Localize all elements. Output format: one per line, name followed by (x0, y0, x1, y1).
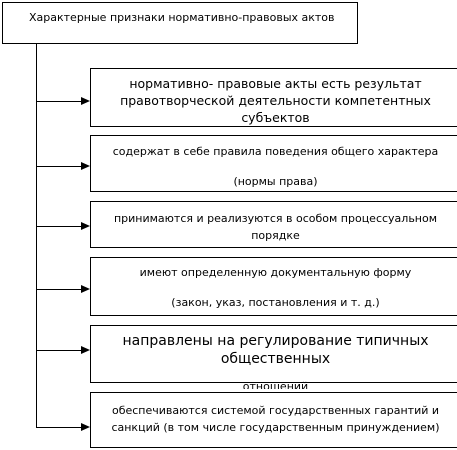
arrow-icon (81, 423, 90, 431)
feature-4-line-1: имеют определенную документальную форму (139, 266, 412, 279)
feature-6-line-2: санкций (в том числе государственным принуждением) (111, 421, 440, 434)
feature-2-line-1: содержат в себе правила поведения общего характера (112, 145, 439, 158)
feature-box-6 (90, 392, 457, 448)
diagram-title-box (2, 2, 358, 44)
feature-5-line-2: общественных (220, 351, 331, 367)
connector-4 (36, 289, 82, 290)
feature-box-1 (90, 68, 457, 127)
feature-3-line-1: принимаются и реализуются в особом процессуальном (113, 212, 438, 225)
feature-4-line-2: (закон, указ, постановления и т. д.) (171, 296, 380, 309)
feature-1-line-1: нормативно- правовые акты есть результат (129, 76, 422, 91)
feature-box-5 (90, 325, 457, 383)
feature-2-line-2: (нормы права) (233, 175, 318, 188)
connector-5 (36, 350, 82, 351)
connector-1 (36, 101, 82, 102)
feature-box-3 (90, 201, 457, 248)
arrow-icon (81, 162, 90, 170)
arrow-icon (81, 222, 90, 230)
feature-1-line-2: правотворческой деятельности компетентных (120, 93, 431, 108)
feature-1-line-3: субъектов (241, 110, 310, 125)
arrow-icon (81, 346, 90, 354)
feature-3-line-2: порядке (251, 229, 300, 242)
arrow-icon (81, 285, 90, 293)
connector-3 (36, 226, 82, 227)
feature-box-2 (90, 135, 457, 192)
connector-2 (36, 166, 82, 167)
connector-6 (36, 427, 82, 428)
feature-box-4 (90, 257, 457, 316)
feature-5-line-1: направлены на регулирование типичных (122, 333, 429, 349)
arrow-icon (81, 97, 90, 105)
diagram-title: Характерные признаки нормативно-правовых актов (29, 11, 335, 24)
feature-5-line-3: отношений (242, 381, 309, 389)
feature-6-line-1: обеспечиваются системой государственных гарантий и (111, 404, 440, 417)
